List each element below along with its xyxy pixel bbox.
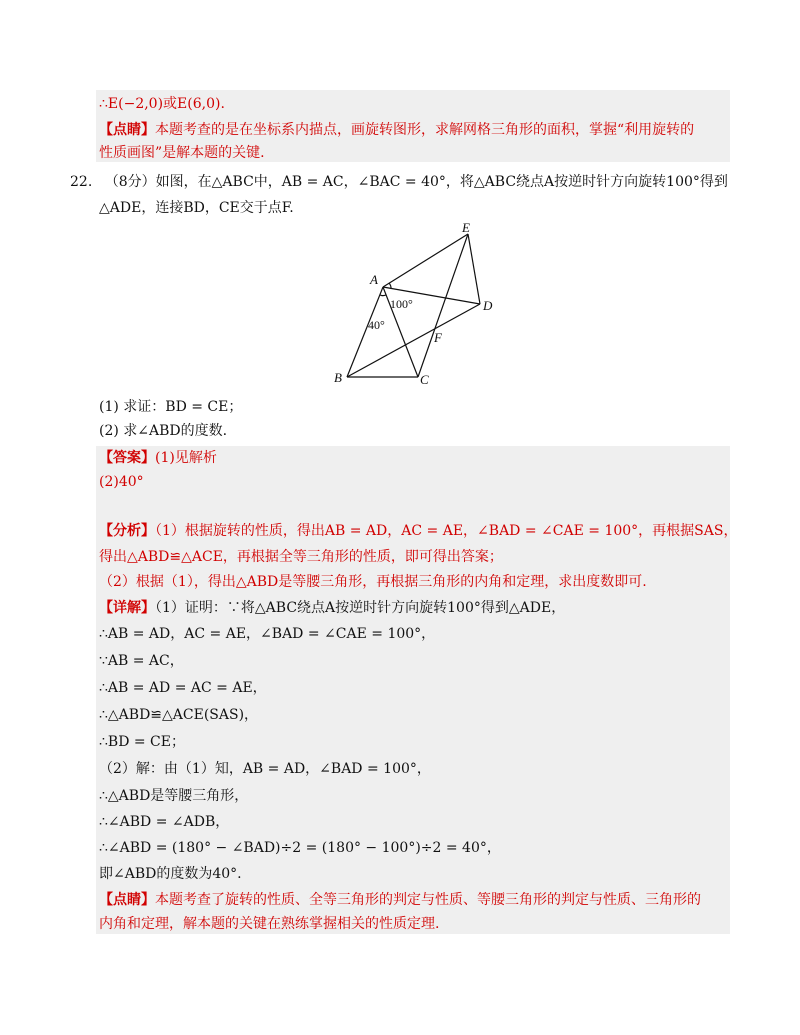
angle-arc-40 — [380, 295, 386, 296]
analysis-tag: 【分析】 — [99, 523, 155, 539]
detail-line-1 — [99, 598, 565, 618]
dianjing-text-1: 本题考查的是在坐标系内描点，画旋转图形，求解网格三角形的面积，掌握“利用旋转的 — [155, 122, 695, 138]
detail-line-2: ∴AB = AD，AC = AE，∠BAD = ∠CAE = 100°， — [99, 626, 436, 642]
answer-tag: 【答案】 — [99, 450, 155, 466]
subquestion-1: (1) 求证：BD = CE； — [99, 399, 243, 415]
detail-line-8: ∴△ABD是等腰三角形， — [99, 788, 249, 804]
answer-line-1 — [99, 448, 217, 468]
analysis-line-3: （2）根据（1），得出△ABD是等腰三角形，再根据三角形的内角和定理，求出度数即可. — [99, 574, 647, 590]
detail-line-9: ∴∠ABD = ∠ADB， — [99, 814, 230, 830]
label-c: C — [420, 372, 429, 387]
segment-ae — [383, 234, 468, 287]
previous-dianjing-line-1 — [99, 120, 694, 140]
detail-line-6: ∴BD = CE； — [99, 734, 185, 750]
segment-ce — [418, 234, 468, 377]
label-e: E — [462, 222, 470, 235]
question-line-1 — [70, 172, 728, 192]
angle-label-40: 40° — [368, 318, 385, 332]
detail-text-1: （1）证明：∵将△ABC绕点A按逆时针方向旋转100°得到△ADE， — [155, 600, 566, 616]
angle-label-100: 100° — [390, 297, 413, 311]
label-a: A — [370, 272, 378, 287]
closing-line-1 — [99, 890, 701, 910]
subquestion-2: (2) 求∠ABD的度数. — [99, 423, 228, 439]
detail-line-4: ∴AB = AD = AC = AE， — [99, 680, 267, 696]
segment-de — [468, 234, 480, 304]
question-line-2: △ADE，连接BD，CE交于点F. — [99, 200, 294, 216]
label-b: B — [334, 370, 342, 385]
previous-answer-line: ∴E(−2,0)或E(6,0). — [99, 96, 225, 112]
detail-line-10: ∴∠ABD = (180° − ∠BAD)÷2 = (180° − 100°)÷2 = 40°， — [99, 840, 501, 856]
previous-dianjing-line-2: 性质画图”是解本题的关键. — [99, 145, 265, 161]
label-d: D — [483, 298, 493, 313]
detail-line-7: （2）解：由（1）知，AB = AD，∠BAD = 100°， — [99, 761, 431, 777]
closing-line-2: 内角和定理，解本题的关键在熟练掌握相关的性质定理. — [99, 916, 440, 932]
geometry-figure — [330, 222, 500, 387]
closing-text-1: 本题考查了旋转的性质、全等三角形的判定与性质、等腰三角形的判定与性质、三角形的 — [155, 892, 701, 908]
detail-line-3: ∵AB = AC， — [99, 653, 184, 669]
answer-part-1: (1)见解析 — [155, 450, 217, 466]
question-score: （8分） — [104, 174, 156, 190]
answer-part-2: (2)40° — [99, 474, 144, 490]
detail-line-11: 即∠ABD的度数为40°. — [99, 866, 242, 882]
segment-ab — [347, 287, 383, 377]
question-text-1: 如图，在△ABC中，AB = AC，∠BAC = 40°，将△ABC绕点A按逆时针方向旋转100°得到 — [155, 174, 728, 190]
analysis-line-1 — [99, 521, 737, 541]
analysis-line-2: 得出△ABD≌△ACE，再根据全等三角形的性质，即可得出答案； — [99, 549, 503, 565]
detail-line-5: ∴△ABD≌△ACE(SAS)， — [99, 707, 259, 723]
label-f: F — [434, 330, 442, 345]
closing-tag: 【点睛】 — [99, 892, 155, 908]
detail-tag: 【详解】 — [99, 600, 155, 616]
dianjing-tag: 【点睛】 — [99, 122, 155, 138]
analysis-text-1: （1）根据旋转的性质，得出AB = AD，AC = AE，∠BAD = ∠CAE = 100°，再根据SAS， — [155, 523, 738, 539]
question-number: 22. — [70, 174, 93, 190]
